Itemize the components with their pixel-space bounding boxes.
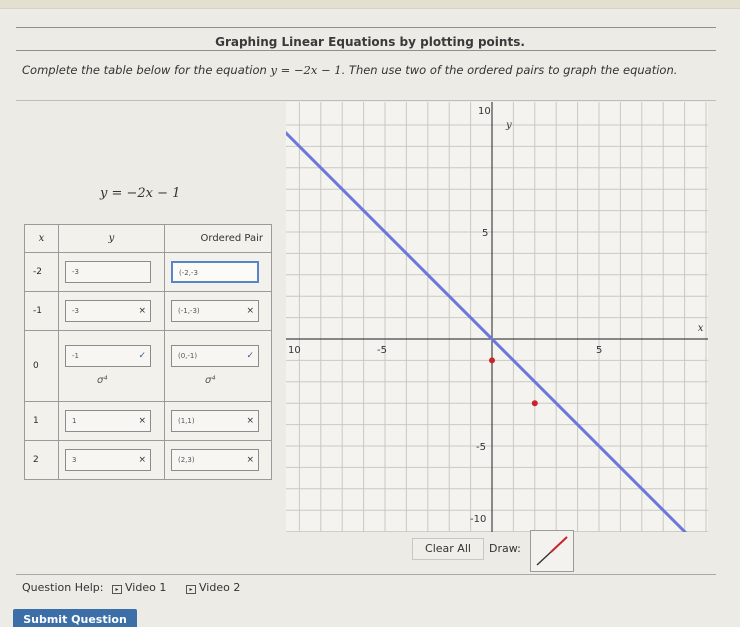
ordered-pair-input[interactable]: (-2,-3 (171, 261, 259, 283)
header-x: x (25, 225, 59, 253)
correct-icon: ✓ (138, 351, 146, 362)
incorrect-icon: × (138, 455, 146, 465)
x-value: -2 (25, 253, 59, 292)
clear-all-button[interactable]: Clear All (412, 538, 484, 560)
incorrect-icon: × (246, 455, 254, 465)
tick-label: 10 (478, 106, 491, 117)
plotted-point (532, 400, 538, 406)
xy-table (24, 224, 272, 480)
header-ordered-pair: Ordered Pair (165, 225, 272, 253)
video-1-link[interactable]: ▸ Video 1 (112, 581, 166, 594)
tick-label: 5 (596, 345, 603, 356)
x-axis-label: x (697, 323, 704, 334)
ordered-pair-input[interactable]: (0,-1) ✓ (171, 345, 259, 367)
header-divider (16, 27, 716, 28)
top-bar (0, 0, 740, 9)
tick-label: -5 (476, 442, 486, 453)
incorrect-icon: × (138, 416, 146, 427)
plotted-point (489, 357, 495, 363)
video-2-link[interactable]: ▸ Video 2 (186, 581, 240, 594)
table-header-row (25, 225, 272, 253)
tick-label: 10 (288, 345, 301, 356)
table-row (25, 291, 272, 330)
draw-label: Draw: (489, 542, 521, 555)
graph-grid (286, 102, 708, 532)
video-icon: ▸ (186, 585, 196, 594)
table-row (25, 330, 272, 401)
submit-question-button[interactable]: Submit Question (13, 609, 137, 627)
table-row (25, 253, 272, 292)
y-input[interactable]: -3 (65, 261, 151, 283)
y-input[interactable]: -1 ✓ (65, 345, 151, 367)
y-input[interactable]: -3 × (65, 300, 151, 322)
x-value: -1 (25, 291, 59, 330)
tick-label: -5 (377, 345, 387, 356)
correct-icon: ✓ (246, 351, 254, 362)
incorrect-icon: × (246, 305, 254, 316)
ordered-pair-input[interactable]: (-1,-3) × (171, 300, 259, 322)
question-help-label: Question Help: (22, 581, 104, 594)
table-row (25, 441, 272, 480)
footer-divider (16, 574, 716, 575)
tick-label: -10 (470, 514, 487, 525)
line-tool-button[interactable] (530, 530, 574, 572)
math-symbols-icon[interactable]: σ⁴ (205, 375, 216, 387)
ordered-pair-input[interactable]: (1,1) × (171, 410, 259, 432)
line-tool-icon (531, 531, 573, 571)
instructions: Complete the table below for the equation y = −2x − 1. Then use two of the ordered pairs to graph the equation. (22, 63, 678, 77)
x-value: 1 (25, 402, 59, 441)
table-row (25, 402, 272, 441)
instructions-divider (16, 100, 716, 101)
coordinate-graph[interactable] (286, 102, 708, 532)
tick-label: 5 (482, 228, 489, 239)
instruction-equation: y = −2x − 1 (270, 63, 342, 77)
ordered-pair-input[interactable]: (2,3) × (171, 449, 259, 471)
y-axis-label: y (506, 120, 512, 131)
math-symbols-icon[interactable]: σ⁴ (97, 375, 108, 387)
video-icon: ▸ (112, 585, 122, 594)
x-value: 0 (25, 330, 59, 401)
title-divider (16, 50, 716, 51)
header-y: y (59, 225, 165, 253)
y-input[interactable]: 3 × (65, 449, 151, 471)
equation-display: y = −2x − 1 (100, 186, 181, 201)
incorrect-icon: × (246, 416, 254, 427)
question-title: Graphing Linear Equations by plotting points. (215, 35, 525, 49)
x-value: 2 (25, 441, 59, 480)
y-input[interactable]: 1 × (65, 410, 151, 432)
incorrect-icon: × (138, 305, 146, 316)
